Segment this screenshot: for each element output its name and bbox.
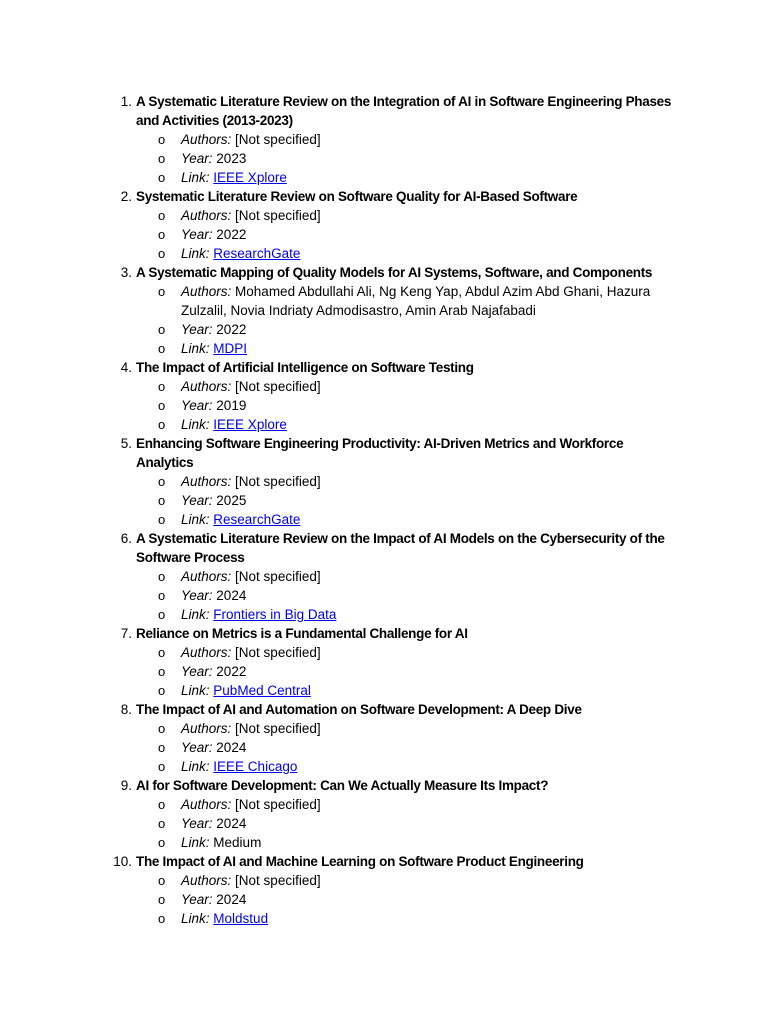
link-label: Link: bbox=[181, 911, 210, 926]
entry-number: 6. bbox=[120, 531, 132, 546]
entry-year-row bbox=[0, 662, 700, 681]
reference-entry bbox=[0, 358, 700, 434]
entry-number: 9. bbox=[120, 778, 132, 793]
entry-title: Systematic Literature Review on Software Quality for AI-Based Software bbox=[136, 189, 578, 204]
link-label: Link: bbox=[181, 341, 210, 356]
year-value: 2023 bbox=[216, 151, 247, 166]
entry-link-row bbox=[0, 833, 700, 852]
source-link[interactable]: ResearchGate bbox=[213, 512, 301, 527]
year-value: 2019 bbox=[216, 398, 247, 413]
year-label: Year: bbox=[181, 740, 213, 755]
bullet-marker: o bbox=[158, 816, 166, 831]
bullet-marker: o bbox=[158, 246, 166, 261]
year-value: 2022 bbox=[216, 664, 247, 679]
entry-link-row bbox=[0, 681, 700, 700]
bullet-marker: o bbox=[158, 569, 166, 584]
entry-title: A Systematic Mapping of Quality Models for AI Systems, Software, and Components bbox=[136, 265, 653, 280]
source-link[interactable]: IEEE Chicago bbox=[213, 759, 298, 774]
entry-year bbox=[181, 491, 671, 510]
entry-link bbox=[181, 339, 671, 358]
year-label: Year: bbox=[181, 664, 213, 679]
reference-entry bbox=[0, 852, 700, 928]
entry-number: 5. bbox=[120, 436, 132, 451]
entry-authors bbox=[181, 472, 671, 491]
year-value: 2024 bbox=[216, 588, 247, 603]
entry-number: 3. bbox=[120, 265, 132, 280]
entry-authors-row bbox=[0, 130, 700, 149]
bullet-marker: o bbox=[158, 208, 166, 223]
entry-year bbox=[181, 225, 671, 244]
authors-label: Authors: bbox=[181, 132, 232, 147]
year-label: Year: bbox=[181, 398, 213, 413]
entry-authors bbox=[181, 567, 671, 586]
link-label: Link: bbox=[181, 512, 210, 527]
bullet-marker: o bbox=[158, 379, 166, 394]
entry-authors-row bbox=[0, 472, 700, 491]
entry-title: A Systematic Literature Review on the Integration of AI in Software Engineering Phases and Activities (2013-2023) bbox=[136, 94, 672, 128]
reference-list bbox=[0, 92, 700, 928]
bullet-marker: o bbox=[158, 341, 166, 356]
bullet-marker: o bbox=[158, 873, 166, 888]
entry-authors-row bbox=[0, 643, 700, 662]
entry-authors-row bbox=[0, 567, 700, 586]
source-link[interactable]: MDPI bbox=[213, 341, 248, 356]
entry-year-row bbox=[0, 586, 700, 605]
authors-label: Authors: bbox=[181, 721, 232, 736]
entry-link bbox=[181, 415, 671, 434]
entry-authors-row bbox=[0, 719, 700, 738]
authors-label: Authors: bbox=[181, 873, 232, 888]
authors-value: [Not specified] bbox=[235, 873, 321, 888]
authors-label: Authors: bbox=[181, 645, 232, 660]
bullet-marker: o bbox=[158, 664, 166, 679]
entry-authors-row bbox=[0, 795, 700, 814]
entry-title: AI for Software Development: Can We Actually Measure Its Impact? bbox=[136, 778, 549, 793]
entry-authors bbox=[181, 282, 671, 320]
year-label: Year: bbox=[181, 227, 213, 242]
entry-authors bbox=[181, 377, 671, 396]
year-value: 2022 bbox=[216, 227, 247, 242]
entry-year-row bbox=[0, 814, 700, 833]
year-label: Year: bbox=[181, 892, 213, 907]
entry-link bbox=[181, 244, 671, 263]
authors-value: [Not specified] bbox=[235, 569, 321, 584]
link-value: Medium bbox=[213, 835, 262, 850]
authors-label: Authors: bbox=[181, 284, 232, 299]
reference-entry bbox=[0, 624, 700, 700]
entry-authors-row bbox=[0, 871, 700, 890]
authors-value: [Not specified] bbox=[235, 379, 321, 394]
entry-authors bbox=[181, 206, 671, 225]
entry-number: 7. bbox=[120, 626, 132, 641]
bullet-marker: o bbox=[158, 322, 166, 337]
entry-number: 1. bbox=[120, 94, 132, 109]
link-label: Link: bbox=[181, 417, 210, 432]
reference-entry bbox=[0, 92, 700, 187]
authors-value: [Not specified] bbox=[235, 208, 321, 223]
reference-entry bbox=[0, 776, 700, 852]
year-label: Year: bbox=[181, 322, 213, 337]
authors-label: Authors: bbox=[181, 474, 232, 489]
bullet-marker: o bbox=[158, 493, 166, 508]
entry-title: Reliance on Metrics is a Fundamental Challenge for AI bbox=[136, 626, 468, 641]
entry-link bbox=[181, 757, 671, 776]
reference-entry bbox=[0, 700, 700, 776]
bullet-marker: o bbox=[158, 683, 166, 698]
bullet-marker: o bbox=[158, 740, 166, 755]
reference-entry bbox=[0, 434, 700, 529]
year-label: Year: bbox=[181, 151, 213, 166]
entry-title: A Systematic Literature Review on the Impact of AI Models on the Cybersecurity of the Software Process bbox=[136, 531, 665, 565]
link-label: Link: bbox=[181, 835, 210, 850]
entry-authors-row bbox=[0, 282, 700, 320]
authors-label: Authors: bbox=[181, 797, 232, 812]
bullet-marker: o bbox=[158, 588, 166, 603]
year-value: 2025 bbox=[216, 493, 247, 508]
entry-link-row bbox=[0, 605, 700, 624]
bullet-marker: o bbox=[158, 645, 166, 660]
entry-number: 4. bbox=[120, 360, 132, 375]
bullet-marker: o bbox=[158, 911, 166, 926]
bullet-marker: o bbox=[158, 835, 166, 850]
entry-year-row bbox=[0, 491, 700, 510]
source-link[interactable]: ResearchGate bbox=[213, 246, 301, 261]
bullet-marker: o bbox=[158, 170, 166, 185]
entry-year bbox=[181, 396, 671, 415]
link-label: Link: bbox=[181, 170, 210, 185]
authors-value: [Not specified] bbox=[235, 132, 321, 147]
entry-link bbox=[181, 510, 671, 529]
entry-link-row bbox=[0, 909, 700, 928]
entry-link-row bbox=[0, 757, 700, 776]
link-label: Link: bbox=[181, 759, 210, 774]
entry-link bbox=[181, 605, 671, 624]
entry-link bbox=[181, 909, 671, 928]
bullet-marker: o bbox=[158, 151, 166, 166]
authors-value: [Not specified] bbox=[235, 797, 321, 812]
entry-year bbox=[181, 814, 671, 833]
bullet-marker: o bbox=[158, 759, 166, 774]
bullet-marker: o bbox=[158, 227, 166, 242]
source-link[interactable]: IEEE Xplore bbox=[213, 417, 287, 432]
year-label: Year: bbox=[181, 493, 213, 508]
entry-link-row bbox=[0, 415, 700, 434]
entry-year bbox=[181, 662, 671, 681]
entry-link bbox=[181, 168, 671, 187]
entry-number: 2. bbox=[120, 189, 132, 204]
entry-title: Enhancing Software Engineering Productivity: AI-Driven Metrics and Workforce Analytics bbox=[136, 436, 624, 470]
entry-year bbox=[181, 586, 671, 605]
bullet-marker: o bbox=[158, 398, 166, 413]
entry-year-row bbox=[0, 149, 700, 168]
bullet-marker: o bbox=[158, 721, 166, 736]
reference-entry bbox=[0, 263, 700, 358]
year-label: Year: bbox=[181, 588, 213, 603]
entry-authors bbox=[181, 130, 671, 149]
entry-link bbox=[181, 681, 671, 700]
entry-year bbox=[181, 149, 671, 168]
authors-value: [Not specified] bbox=[235, 721, 321, 736]
entry-link-row bbox=[0, 339, 700, 358]
year-value: 2024 bbox=[216, 892, 247, 907]
entry-authors-row bbox=[0, 377, 700, 396]
bullet-marker: o bbox=[158, 132, 166, 147]
entry-link bbox=[181, 833, 671, 852]
bullet-marker: o bbox=[158, 797, 166, 812]
entry-authors bbox=[181, 871, 671, 890]
entry-year-row bbox=[0, 396, 700, 415]
entry-authors-row bbox=[0, 206, 700, 225]
entry-title: The Impact of AI and Machine Learning on Software Product Engineering bbox=[136, 854, 584, 869]
link-label: Link: bbox=[181, 246, 210, 261]
reference-entry bbox=[0, 529, 700, 624]
entry-year bbox=[181, 320, 671, 339]
entry-year-row bbox=[0, 738, 700, 757]
entry-year bbox=[181, 890, 671, 909]
authors-value: [Not specified] bbox=[235, 474, 321, 489]
bullet-marker: o bbox=[158, 474, 166, 489]
bullet-marker: o bbox=[158, 892, 166, 907]
authors-label: Authors: bbox=[181, 569, 232, 584]
year-value: 2024 bbox=[216, 740, 247, 755]
authors-label: Authors: bbox=[181, 379, 232, 394]
entry-year-row bbox=[0, 320, 700, 339]
year-label: Year: bbox=[181, 816, 213, 831]
bullet-marker: o bbox=[158, 417, 166, 432]
authors-value: [Not specified] bbox=[235, 645, 321, 660]
entry-authors bbox=[181, 719, 671, 738]
entry-number: 10. bbox=[113, 854, 132, 869]
authors-value: Mohamed Abdullahi Ali, Ng Keng Yap, Abdul Azim Abd Ghani, Hazura Zulzalil, Novia Indriaty Admodisastro, Amin Arab Najafabadi bbox=[181, 284, 651, 318]
entry-year-row bbox=[0, 225, 700, 244]
year-value: 2022 bbox=[216, 322, 247, 337]
link-label: Link: bbox=[181, 683, 210, 698]
year-value: 2024 bbox=[216, 816, 247, 831]
entry-authors bbox=[181, 795, 671, 814]
reference-entry bbox=[0, 187, 700, 263]
source-link[interactable]: IEEE Xplore bbox=[213, 170, 287, 185]
bullet-marker: o bbox=[158, 512, 166, 527]
entry-link-row bbox=[0, 510, 700, 529]
entry-link-row bbox=[0, 244, 700, 263]
bullet-marker: o bbox=[158, 284, 166, 299]
entry-link-row bbox=[0, 168, 700, 187]
source-link[interactable]: Moldstud bbox=[213, 911, 269, 926]
entry-year-row bbox=[0, 890, 700, 909]
entry-year bbox=[181, 738, 671, 757]
authors-label: Authors: bbox=[181, 208, 232, 223]
bullet-marker: o bbox=[158, 607, 166, 622]
source-link[interactable]: PubMed Central bbox=[213, 683, 311, 698]
entry-authors bbox=[181, 643, 671, 662]
source-link[interactable]: Frontiers in Big Data bbox=[213, 607, 337, 622]
link-label: Link: bbox=[181, 607, 210, 622]
entry-title: The Impact of AI and Automation on Software Development: A Deep Dive bbox=[136, 702, 582, 717]
entry-number: 8. bbox=[120, 702, 132, 717]
entry-title: The Impact of Artificial Intelligence on Software Testing bbox=[136, 360, 474, 375]
